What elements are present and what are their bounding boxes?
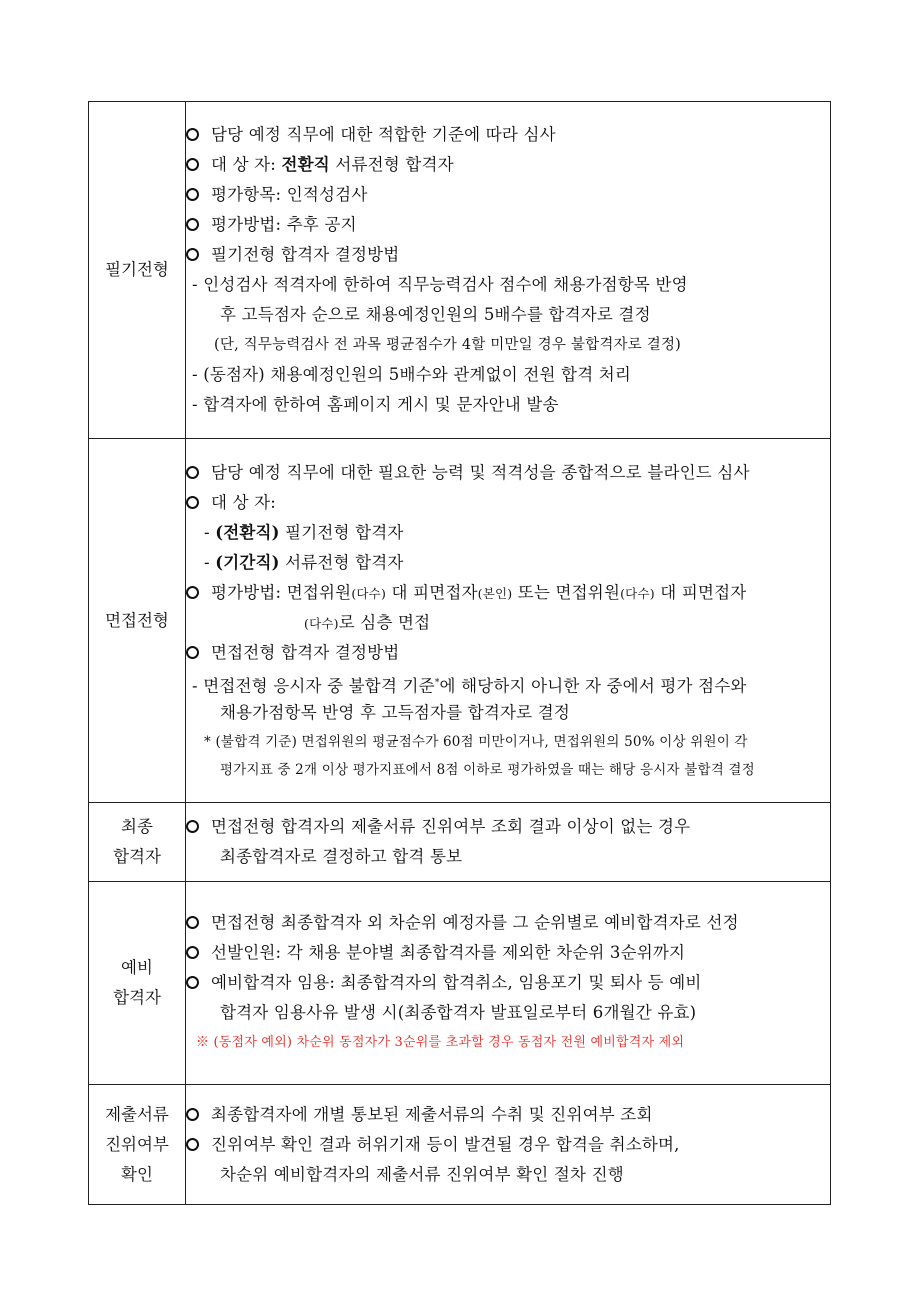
- verify-bullet-1: [186, 1100, 830, 1130]
- row-verify: [89, 1085, 831, 1205]
- interview-bullet-3-line-2: [186, 608, 830, 638]
- label-final: [89, 803, 186, 882]
- interview-b3-l2-s: (다수): [304, 615, 339, 631]
- final-b1-l1: 면접전형 합격자의 제출서류 진위여부 조회 결과 이상이 없는 경우: [211, 817, 691, 836]
- interview-b3-s2: (본인): [477, 585, 513, 601]
- verify-bullet-2-line-2: 차순위 예비합격자의 제출서류 진위여부 확인 절차 진행: [220, 1164, 624, 1184]
- interview-d1-a: - 면접전형 응시자 중 불합격 기준: [192, 676, 435, 695]
- label-verify-line-1: 제출서류: [105, 1104, 169, 1124]
- interview-target-2: [186, 548, 830, 578]
- final-bullet-1: [186, 812, 830, 842]
- reserve-bullet-1: [186, 908, 830, 938]
- circle-bullet-icon: [186, 466, 199, 479]
- interview-t1-dash: -: [204, 522, 216, 542]
- label-verify-line-3: 확인: [121, 1164, 153, 1184]
- verify-bullet-2: [186, 1130, 830, 1160]
- written-b4-text: 평가방법: 추후 공지: [211, 215, 357, 234]
- label-final-line-1: 최종: [121, 817, 153, 836]
- circle-bullet-icon: [186, 248, 199, 261]
- written-b3-text: 평가항목: 인적성검사: [211, 185, 368, 204]
- interview-dash-1-line-1: [186, 668, 830, 698]
- interview-t1-rest: 필기전형 합격자: [279, 522, 404, 542]
- written-dash-3: - 합격자에 한하여 홈페이지 게시 및 문자안내 발송: [192, 395, 559, 414]
- written-dash-1-note: (단, 직무능력검사 전 과목 평균점수가 4할 미만일 경우 불합격자로 결정): [214, 337, 682, 353]
- interview-t1-bold: (전환직): [215, 522, 280, 542]
- interview-b3-a: 평가방법: 면접위원: [211, 582, 352, 602]
- label-reserve-line-1: 예비: [121, 958, 153, 977]
- content-verify: [186, 1085, 831, 1205]
- interview-dash-1-line-2: 채용가점항목 반영 후 고득점자를 합격자로 결정: [220, 702, 571, 722]
- circle-bullet-icon: [186, 976, 199, 989]
- row-final: [89, 803, 831, 882]
- written-bullet-1: [186, 120, 830, 150]
- circle-bullet-icon: [186, 646, 199, 659]
- written-dash-1-line-2: 후 고득점자 순으로 채용예정인원의 5배수를 합격자로 결정: [220, 305, 651, 324]
- interview-d1-sup: *: [434, 677, 440, 688]
- written-dash-2: - (동점자) 채용예정인원의 5배수와 관계없이 전원 합격 처리: [192, 365, 632, 384]
- written-b2-prefix: 대 상 자:: [211, 155, 282, 174]
- interview-b3-d: 대 피면접자: [654, 582, 747, 602]
- circle-bullet-icon: [186, 946, 199, 959]
- interview-b3-l2: 로 심층 면접: [338, 612, 431, 632]
- interview-b1-text: 담당 예정 직무에 대한 필요한 능력 및 적격성을 종합적으로 블라인드 심사: [211, 462, 750, 482]
- written-b2-suffix: 서류전형 합격자: [329, 155, 454, 174]
- circle-bullet-icon: [186, 820, 199, 833]
- label-reserve: [89, 882, 186, 1085]
- interview-b3-b: 대 피면접자: [386, 582, 478, 602]
- circle-bullet-icon: [186, 1108, 199, 1121]
- written-b2-bold: 전환직: [281, 155, 330, 174]
- row-interview: [89, 439, 831, 803]
- circle-bullet-icon: [186, 188, 199, 201]
- content-reserve: [186, 882, 831, 1085]
- written-bullet-5: [186, 240, 830, 270]
- label-interview: [89, 439, 186, 803]
- interview-d1-b: 에 해당하지 아니한 자 중에서 평가 점수와: [439, 676, 747, 695]
- content-interview: [186, 439, 831, 803]
- circle-bullet-icon: [186, 128, 199, 141]
- interview-b3-s1: (다수): [351, 585, 387, 601]
- interview-bullet-2: [186, 488, 830, 518]
- interview-target-1: [186, 518, 830, 548]
- circle-bullet-icon: [186, 218, 199, 231]
- row-reserve: [89, 882, 831, 1085]
- interview-bullet-1: [186, 458, 830, 488]
- circle-bullet-icon: [186, 496, 199, 509]
- reserve-b2-text: 선발인원: 각 채용 분야별 최종합격자를 제외한 차순위 3순위까지: [211, 943, 686, 962]
- label-reserve-line-2: 합격자: [113, 988, 161, 1007]
- interview-note-line-1: * (불합격 기준) 면접위원의 평균점수가 60점 미만이거나, 면접위원의 50% 이상 위원이 각: [204, 733, 748, 750]
- circle-bullet-icon: [186, 158, 199, 171]
- circle-bullet-icon: [186, 916, 199, 929]
- reserve-b1-text: 면접전형 최종합격자 외 차순위 예정자를 그 순위별로 예비합격자로 선정: [211, 913, 739, 932]
- circle-bullet-icon: [186, 1138, 199, 1151]
- reserve-bullet-2: [186, 938, 830, 968]
- interview-b3-c: 또는 면접위원: [512, 582, 621, 602]
- final-bullet-1-line-2: 최종합격자로 결정하고 합격 통보: [220, 847, 463, 866]
- reserve-bullet-3-line-2: 합격자 임용사유 발생 시(최종합격자 발표일로부터 6개월간 유효): [220, 1003, 697, 1022]
- content-written-exam: [186, 102, 831, 439]
- reserve-red-note: ※ (동점자 예외) 차순위 동점자가 3순위를 초과할 경우 동점자 전원 예비합격자 제외: [196, 1035, 685, 1050]
- label-verify: [89, 1085, 186, 1205]
- label-written-exam-text: 필기전형: [105, 260, 169, 279]
- written-dash-1-line-1: - 인성검사 적격자에 한하여 직무능력검사 점수에 채용가점항목 반영: [192, 275, 688, 294]
- verify-b2-l1: 진위여부 확인 결과 허위기재 등이 발견될 경우 합격을 취소하며,: [211, 1134, 680, 1154]
- circle-bullet-icon: [186, 586, 199, 599]
- selection-process-table: [88, 101, 831, 1205]
- interview-t2-dash: -: [204, 552, 216, 572]
- written-bullet-4: [186, 210, 830, 240]
- label-interview-text: 면접전형: [105, 610, 169, 630]
- label-verify-line-2: 진위여부: [105, 1134, 169, 1154]
- interview-b2-text: 대 상 자:: [211, 492, 277, 512]
- written-bullet-3: [186, 180, 830, 210]
- interview-note-line-2: 평가지표 중 2개 이상 평가지표에서 8점 이하로 평가하였을 때는 해당 응시자 불합격 결정: [220, 761, 755, 778]
- row-written-exam: [89, 102, 831, 439]
- verify-b1-text: 최종합격자에 개별 통보된 제출서류의 수취 및 진위여부 조회: [211, 1104, 653, 1124]
- interview-bullet-3: [186, 578, 830, 608]
- written-b5-text: 필기전형 합격자 결정방법: [211, 245, 400, 264]
- reserve-b3-l1: 예비합격자 임용: 최종합격자의 합격취소, 임용포기 및 퇴사 등 예비: [211, 973, 702, 992]
- interview-bullet-4: [186, 638, 830, 668]
- interview-b3-s3: (다수): [620, 585, 655, 601]
- written-b1-text: 담당 예정 직무에 대한 적합한 기준에 따라 심사: [211, 125, 556, 144]
- label-written-exam: [89, 102, 186, 439]
- interview-t2-bold: (기간직): [215, 552, 280, 572]
- label-final-line-2: 합격자: [113, 847, 161, 866]
- written-bullet-2: [186, 150, 830, 180]
- content-final: [186, 803, 831, 882]
- interview-b4-text: 면접전형 합격자 결정방법: [211, 642, 400, 662]
- reserve-bullet-3: [186, 968, 830, 998]
- interview-t2-rest: 서류전형 합격자: [279, 552, 404, 572]
